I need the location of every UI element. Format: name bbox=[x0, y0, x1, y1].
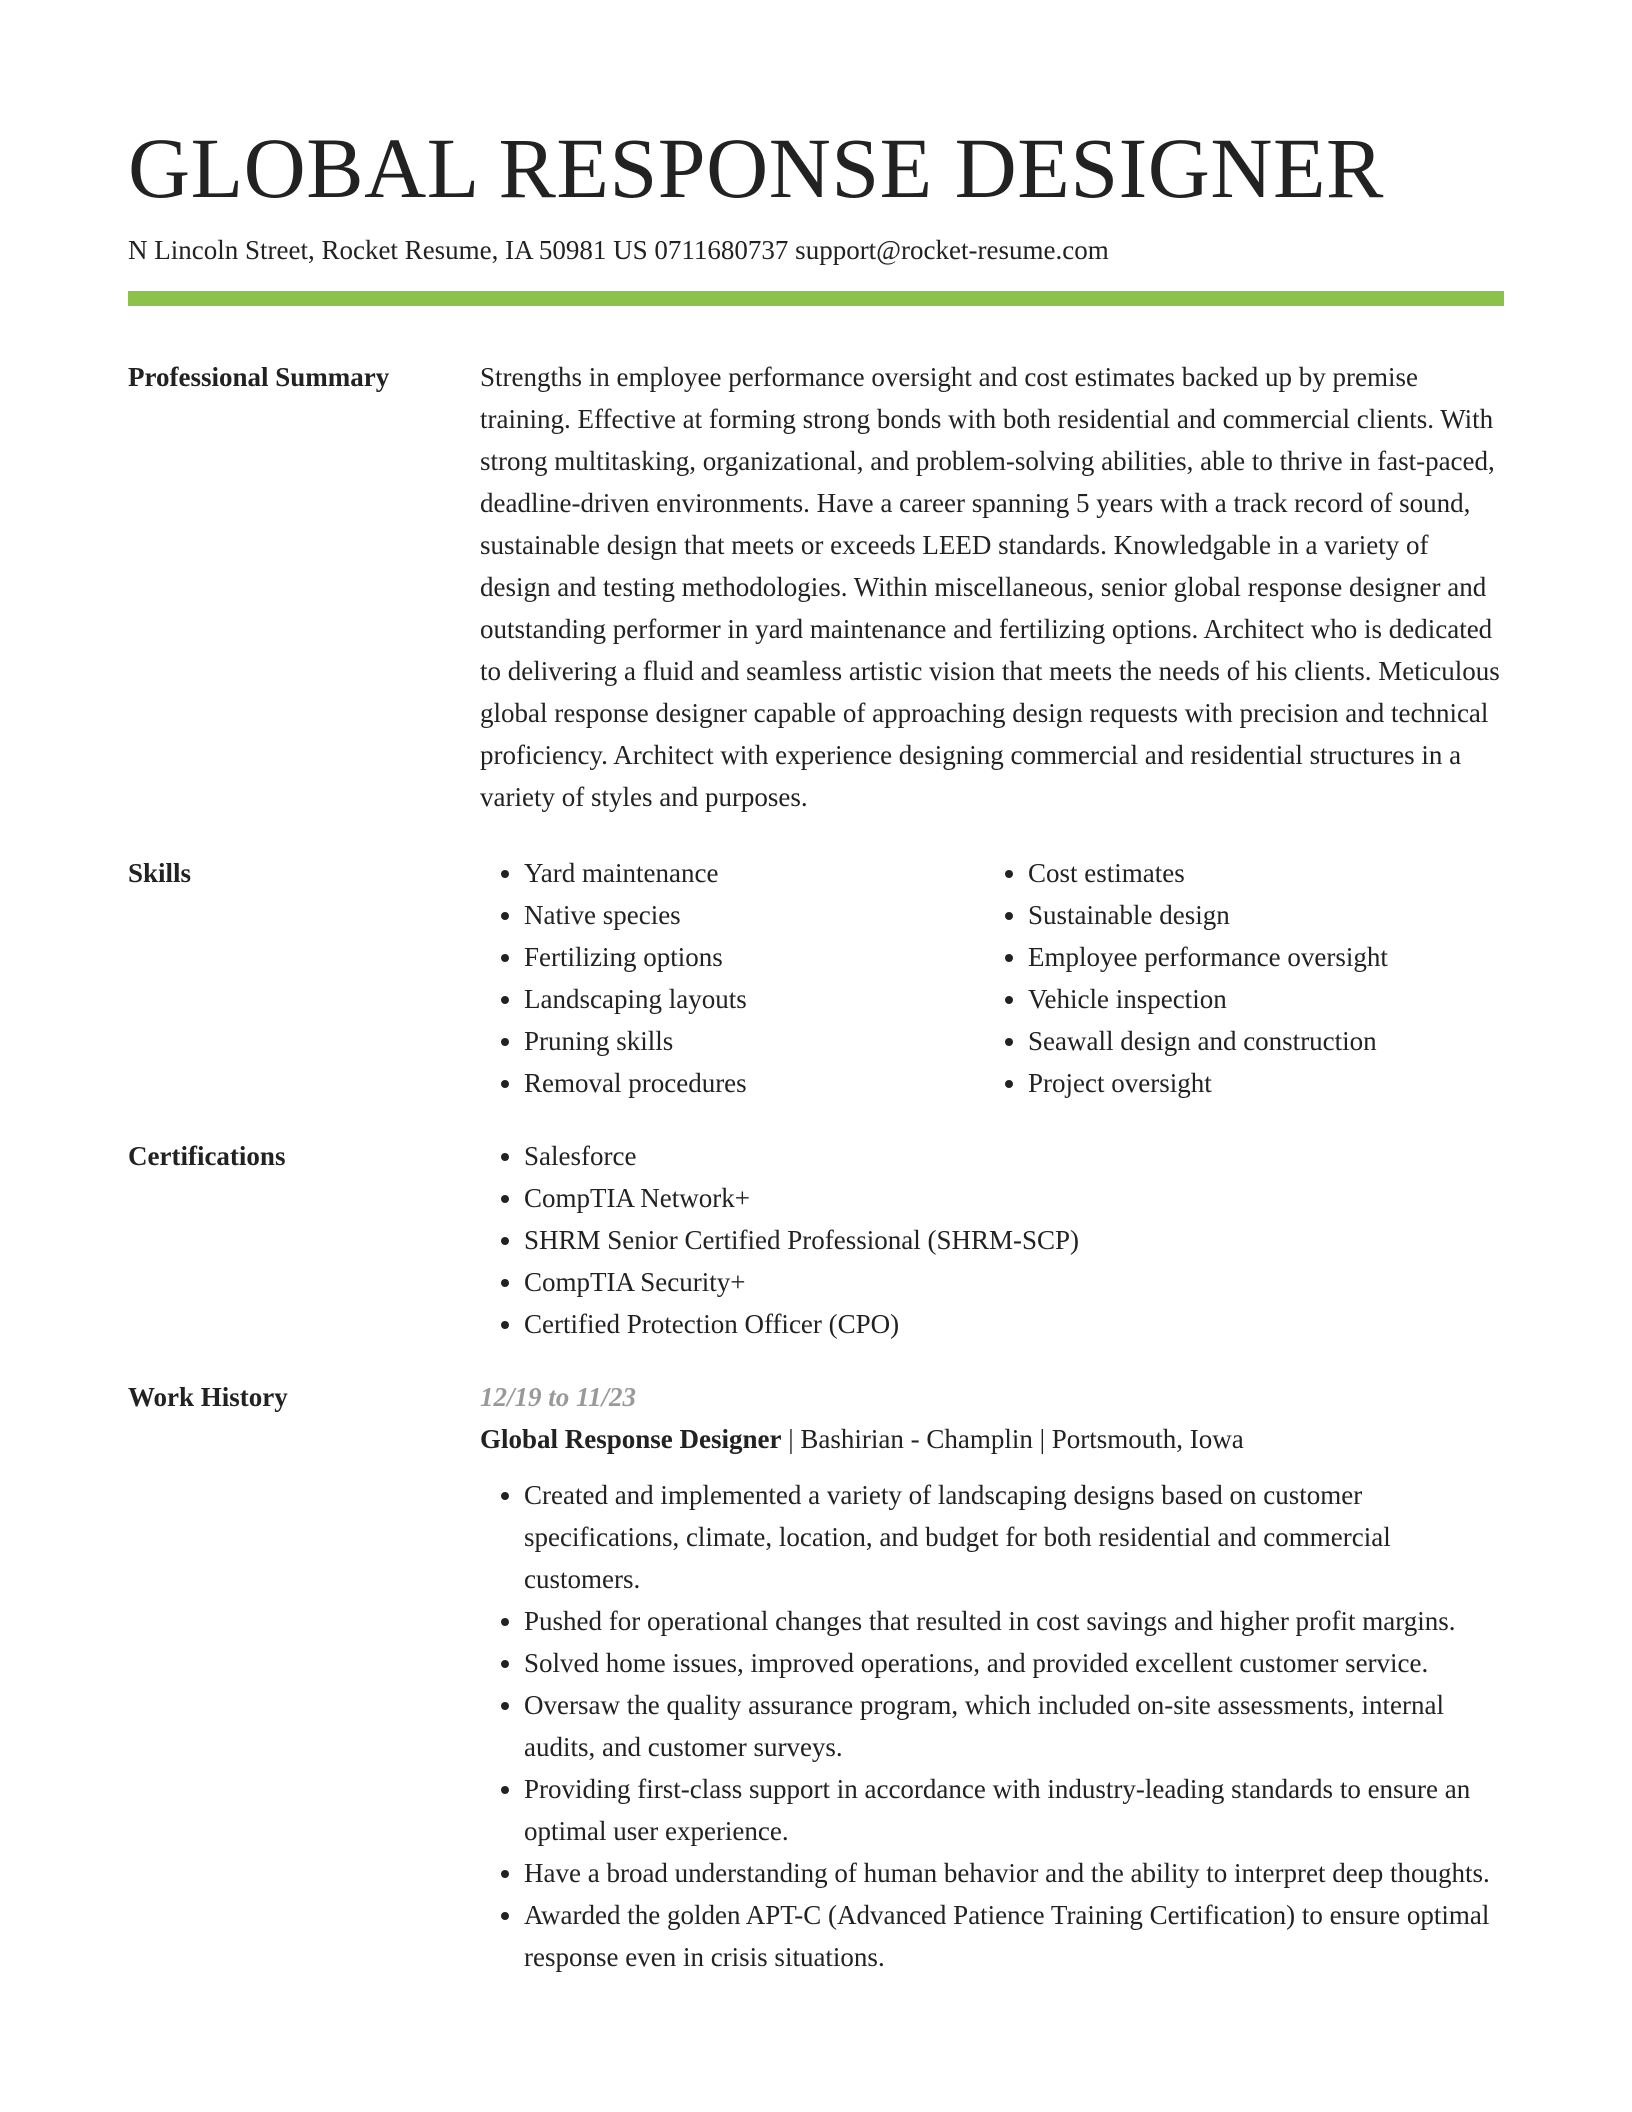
job-bullet: • Awarded the golden APT-C (Advanced Patience Training Certification) to ensure optimal response even in crisis situations. bbox=[524, 1894, 1504, 1978]
job-bullet: • Pushed for operational changes that resulted in cost savings and higher profit margins. bbox=[524, 1600, 1504, 1642]
section-label-summary: Professional Summary bbox=[128, 362, 390, 392]
skill-item: • Yard maintenance bbox=[524, 852, 984, 894]
certification-item: • CompTIA Network+ bbox=[524, 1177, 1504, 1219]
job-header bbox=[480, 1418, 1504, 1460]
skill-item: • Cost estimates bbox=[1028, 852, 1488, 894]
accent-divider bbox=[128, 291, 1504, 306]
skill-item: • Vehicle inspection bbox=[1028, 978, 1488, 1020]
skill-item: • Landscaping layouts bbox=[524, 978, 984, 1020]
skill-item: • Employee performance oversight bbox=[1028, 936, 1488, 978]
skill-item: • Project oversight bbox=[1028, 1062, 1488, 1104]
skill-item: • Sustainable design bbox=[1028, 894, 1488, 936]
section-label-work-history: Work History bbox=[128, 1382, 288, 1412]
job-bullet: • Oversaw the quality assurance program, which included on-site assessments, internal audits, and customer surveys. bbox=[524, 1684, 1504, 1768]
summary-text: Strengths in employee performance oversight and cost estimates backed up by premise training. Effective at forming strong bonds with both residential and commercial clients. With strong multitasking, organizational, and problem-solving abilities, able to thrive in fast-paced, deadline-driven environments. Have a career spanning 5 years with a track record of sound, sustainable design that meets or exceeds LEED standards. Knowledgable in a variety of design and testing methodologies. Within miscellaneous, senior global response designer and outstanding performer in yard maintenance and fertilizing options. Architect who is dedicated to delivering a fluid and seamless artistic vision that meets the needs of his clients. Meticulous global response designer capable of approaching design requests with precision and technical proficiency. Architect with experience designing commercial and residential structures in a variety of styles and purposes. bbox=[480, 362, 1500, 812]
section-label-certifications: Certifications bbox=[128, 1141, 286, 1171]
certifications-list bbox=[480, 1135, 1504, 1345]
skills-list-left bbox=[480, 852, 984, 1104]
job-bullet: • Have a broad understanding of human behavior and the ability to interpret deep thoughts. bbox=[524, 1852, 1504, 1894]
certification-item: • SHRM Senior Certified Professional (SHRM-SCP) bbox=[524, 1219, 1504, 1261]
skill-item: • Native species bbox=[524, 894, 984, 936]
skill-item: • Pruning skills bbox=[524, 1020, 984, 1062]
certification-item: • Salesforce bbox=[524, 1135, 1504, 1177]
job-details: | Bashirian - Champlin | Portsmouth, Iowa bbox=[781, 1424, 1244, 1454]
work-history-section bbox=[128, 1376, 1504, 1978]
certification-item: • Certified Protection Officer (CPO) bbox=[524, 1303, 1504, 1345]
job-bullet: • Created and implemented a variety of landscaping designs based on customer specifications, climate, location, and budget for both residential and commercial customers. bbox=[524, 1474, 1504, 1600]
resume-name: GLOBAL RESPONSE DESIGNER bbox=[128, 120, 1384, 216]
skills-section bbox=[128, 852, 1504, 1104]
job-title: Global Response Designer bbox=[480, 1424, 782, 1454]
skill-item: • Removal procedures bbox=[524, 1062, 984, 1104]
skill-item: • Fertilizing options bbox=[524, 936, 984, 978]
certification-item: • CompTIA Security+ bbox=[524, 1261, 1504, 1303]
section-label-skills: Skills bbox=[128, 858, 192, 888]
certifications-section bbox=[128, 1135, 1504, 1345]
skills-list-right bbox=[984, 852, 1488, 1104]
contact-info: N Lincoln Street, Rocket Resume, IA 50981 US 0711680737 support@rocket-resume.com bbox=[128, 235, 1109, 265]
summary-section bbox=[128, 356, 1504, 818]
job-bullets bbox=[480, 1474, 1504, 1978]
job-bullet: • Solved home issues, improved operations, and provided excellent customer service. bbox=[524, 1642, 1504, 1684]
job-dates: 12/19 to 11/23 bbox=[480, 1382, 637, 1412]
skill-item: • Seawall design and construction bbox=[1028, 1020, 1488, 1062]
resume-page bbox=[128, 0, 1504, 1978]
job-bullet: • Providing first-class support in accordance with industry-leading standards to ensure an optimal user experience. bbox=[524, 1768, 1504, 1852]
